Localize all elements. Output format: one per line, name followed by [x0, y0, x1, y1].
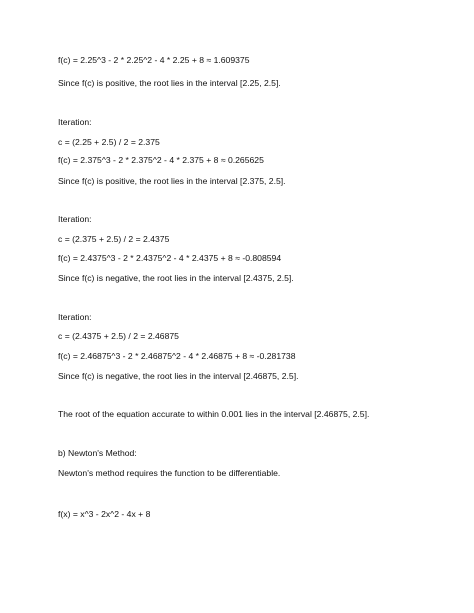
text-line: Since f(c) is negative, the root lies in the interval [2.46875, 2.5].: [58, 371, 299, 381]
section-heading: b) Newton's Method:: [58, 448, 137, 458]
text-line: Since f(c) is negative, the root lies in the interval [2.4375, 2.5].: [58, 273, 294, 283]
text-line: f(c) = 2.4375^3 - 2 * 2.4375^2 - 4 * 2.4375 + 8 ≈ -0.808594: [58, 253, 282, 263]
iteration-heading: Iteration:: [58, 117, 92, 127]
text-line: Newton's method requires the function to be differentiable.: [58, 468, 281, 478]
iteration-heading: Iteration:: [58, 214, 92, 224]
text-line: f(c) = 2.46875^3 - 2 * 2.46875^2 - 4 * 2.46875 + 8 ≈ -0.281738: [58, 351, 296, 361]
function-definition: f(x) = x^3 - 2x^2 - 4x + 8: [58, 509, 151, 519]
text-line: f(c) = 2.25^3 - 2 * 2.25^2 - 4 * 2.25 + 8 ≈ 1.609375: [58, 55, 250, 65]
conclusion-text: The root of the equation accurate to within 0.001 lies in the interval [2.46875, 2.5].: [58, 409, 370, 419]
text-line: Since f(c) is positive, the root lies in the interval [2.25, 2.5].: [58, 78, 281, 88]
text-line: f(c) = 2.375^3 - 2 * 2.375^2 - 4 * 2.375 + 8 ≈ 0.265625: [58, 155, 264, 165]
text-line: Since f(c) is positive, the root lies in the interval [2.375, 2.5].: [58, 176, 286, 186]
text-line: c = (2.25 + 2.5) / 2 = 2.375: [58, 137, 160, 147]
text-line: c = (2.375 + 2.5) / 2 = 2.4375: [58, 234, 170, 244]
text-line: c = (2.4375 + 2.5) / 2 = 2.46875: [58, 331, 179, 341]
iteration-heading: Iteration:: [58, 312, 92, 322]
